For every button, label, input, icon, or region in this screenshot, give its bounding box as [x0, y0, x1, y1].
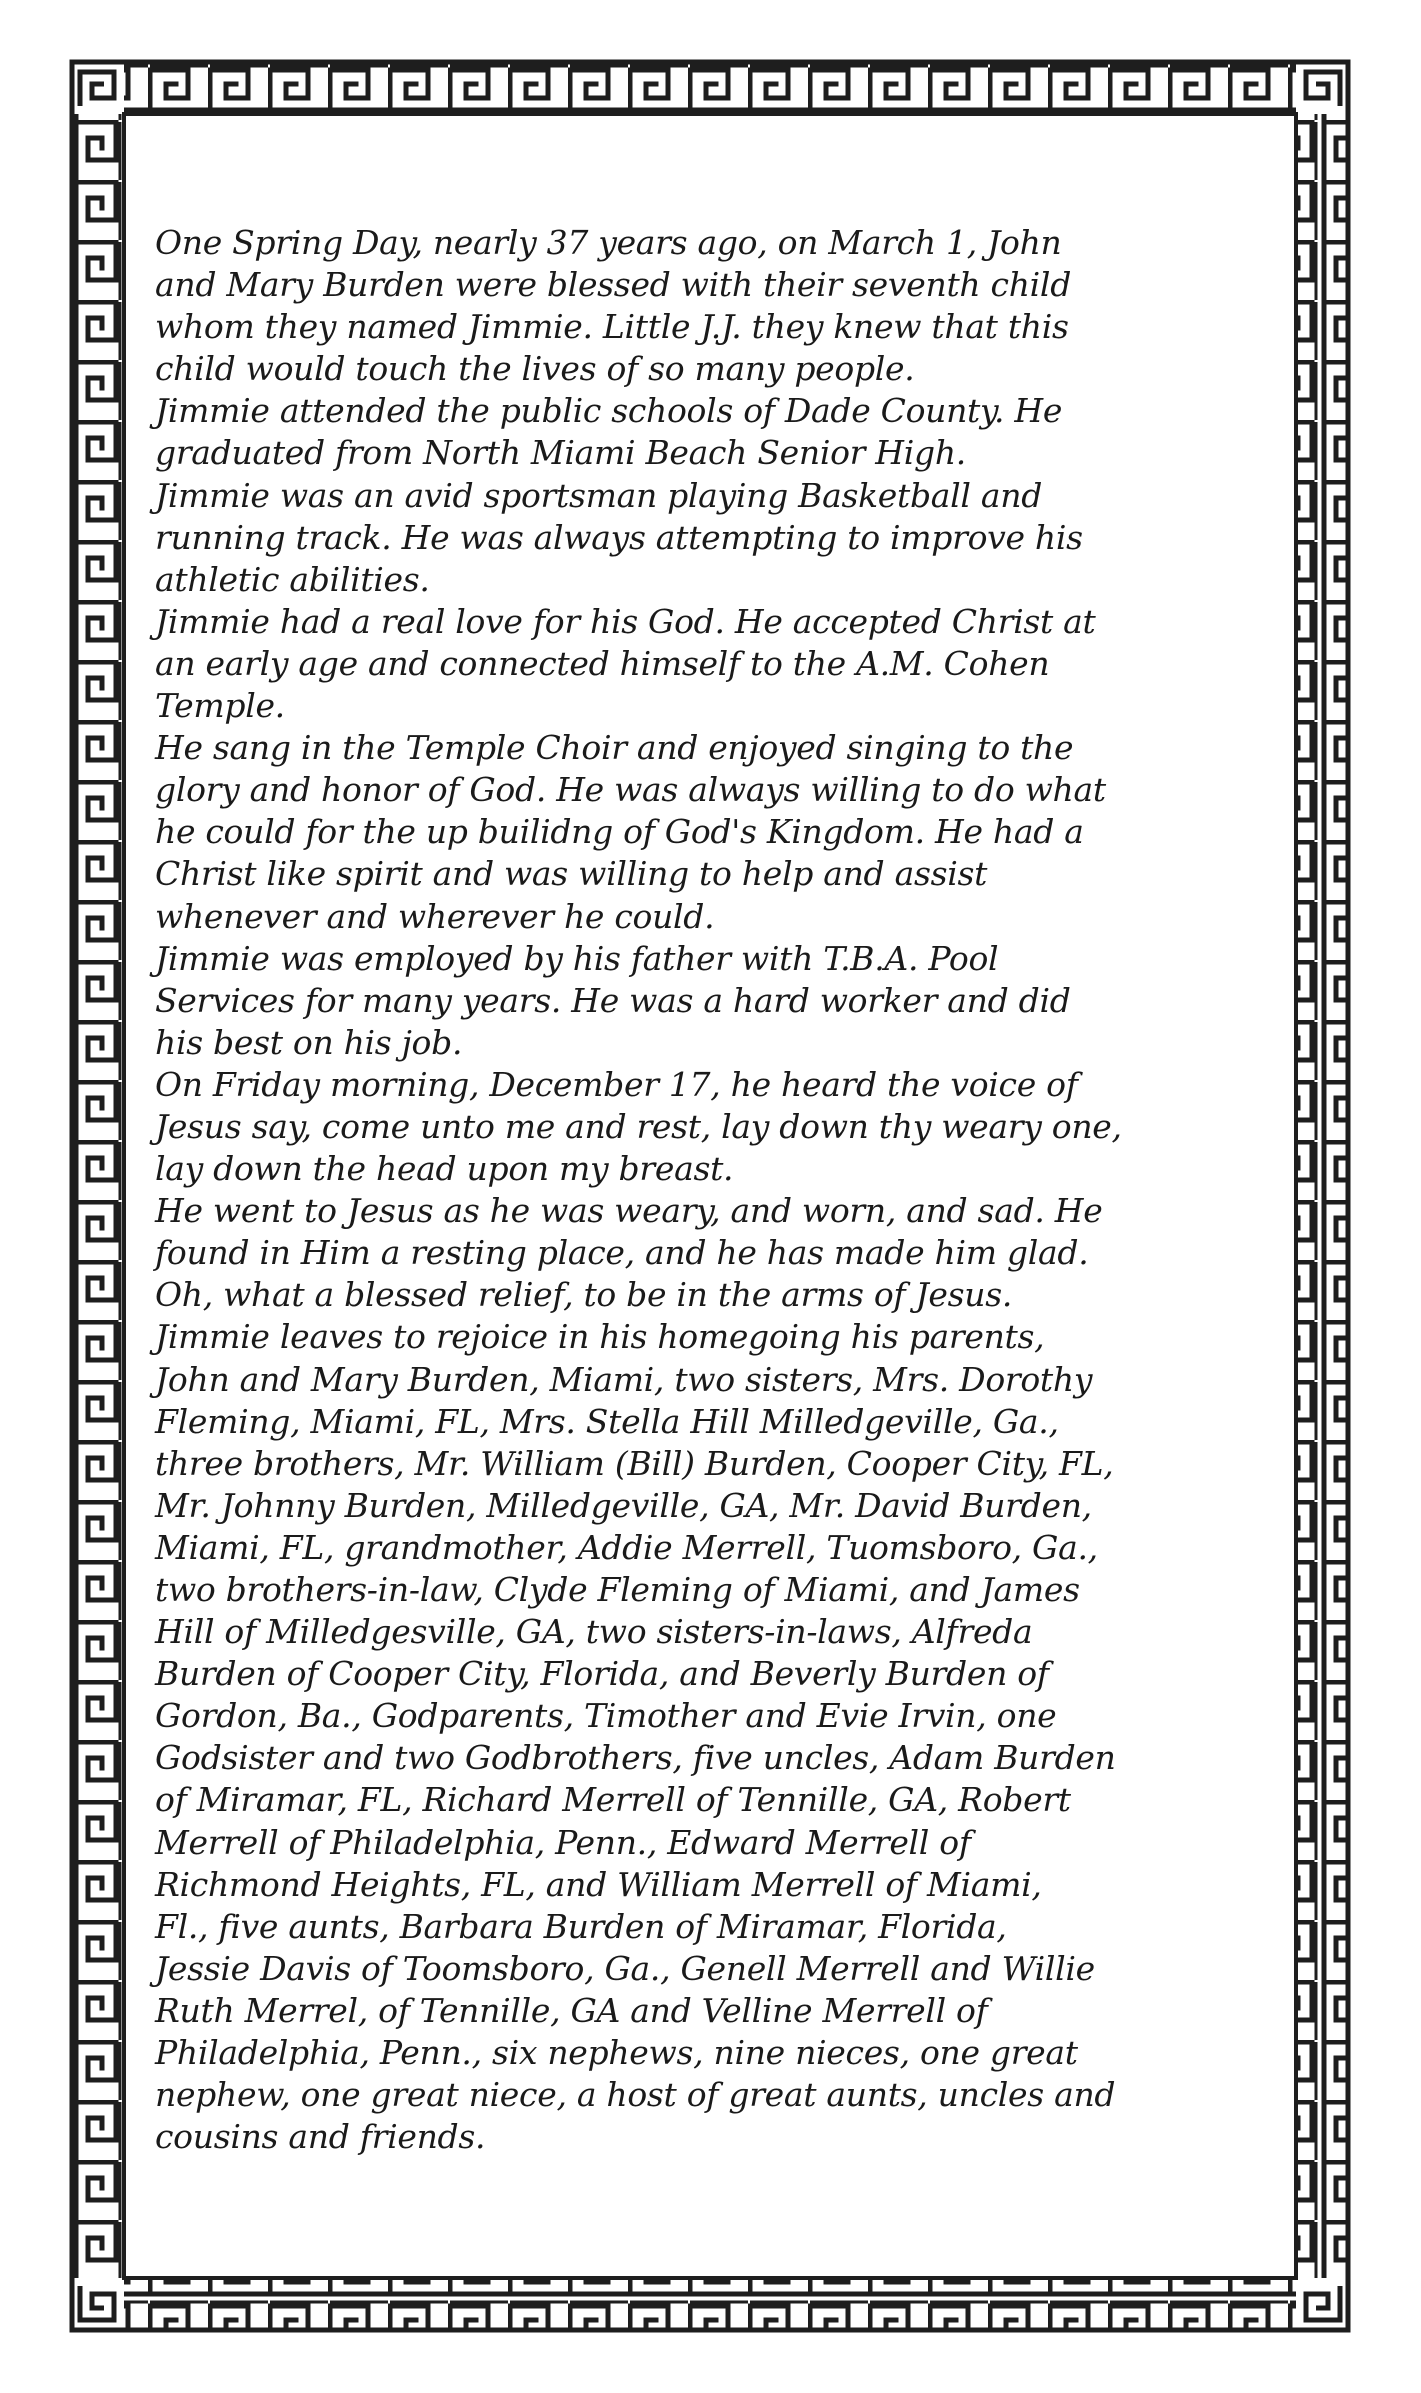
text-line: Jessie Davis of Toomsboro, Ga., Genell Merrell and Willie: [155, 1948, 1095, 1988]
text-line: He went to Jesus as he was weary, and worn, and sad. He: [155, 1191, 1103, 1231]
text-line: cousins and friends.: [155, 2117, 486, 2157]
text-line: graduated from North Miami Beach Senior High.: [155, 433, 967, 473]
text-line: Richmond Heights, FL, and William Merrell of Miami,: [155, 1864, 1042, 1904]
text-line: He sang in the Temple Choir and enjoyed singing to the: [155, 728, 1074, 768]
text-line: Jimmie attended the public schools of Dade County. He: [155, 391, 1063, 431]
text-line: Jimmie was an avid sportsman playing Basketball and: [155, 475, 1043, 515]
text-line: he could for the up builidng of God's Kingdom. He had a: [155, 812, 1084, 852]
text-line: Jesus say, come unto me and rest, lay down thy weary one,: [155, 1106, 1122, 1146]
text-line: nephew, one great niece, a host of great aunts, uncles and: [155, 2075, 1116, 2115]
text-line: John and Mary Burden, Miami, two sisters, Mrs. Dorothy: [155, 1359, 1093, 1399]
text-line: Mr. Johnny Burden, Milledgeville, GA, Mr. David Burden,: [155, 1485, 1092, 1525]
text-line: Fleming, Miami, FL, Mrs. Stella Hill Milledgeville, Ga.,: [155, 1401, 1059, 1441]
text-line: lay down the head upon my breast.: [155, 1149, 734, 1189]
text-line: Ruth Merrel, of Tennille, GA and Velline Merrell of: [155, 1990, 988, 2030]
text-line: and Mary Burden were blessed with their seventh child: [155, 265, 1072, 305]
text-line: Jimmie was employed by his father with T.B.A. Pool: [155, 938, 999, 978]
text-line: athletic abilities.: [155, 559, 430, 599]
text-line: whom they named Jimmie. Little J.J. they knew that this: [155, 307, 1069, 347]
text-line: his best on his job.: [155, 1022, 463, 1062]
text-line: Hill of Milledgesville, GA, two sisters-in-laws, Alfreda: [155, 1612, 1033, 1652]
text-line: Gordon, Ba., Godparents, Timother and Evie Irvin, one: [155, 1696, 1057, 1736]
text-line: Merrell of Philadelphia, Penn., Edward Merrell of: [155, 1822, 971, 1862]
text-line: Philadelphia, Penn., six nephews, nine nieces, one great: [155, 2033, 1078, 2073]
text-line: Jimmie leaves to rejoice in his homegoing his parents,: [155, 1317, 1045, 1357]
text-line: Burden of Cooper City, Florida, and Beverly Burden of: [155, 1654, 1049, 1694]
text-line: On Friday morning, December 17, he heard the voice of: [155, 1064, 1078, 1104]
text-line: Services for many years. He was a hard worker and did: [155, 980, 1071, 1020]
text-line: One Spring Day, nearly 37 years ago, on March 1, John: [155, 223, 1062, 262]
text-line: running track. He was always attempting to improve his: [155, 517, 1083, 557]
text-line: Miami, FL, grandmother, Addie Merrell, Tuomsboro, Ga.,: [155, 1527, 1098, 1567]
text-line: found in Him a resting place, and he has made him glad.: [155, 1233, 1089, 1273]
text-line: Christ like spirit and was willing to help and assist: [155, 854, 988, 894]
text-line: Fl., five aunts, Barbara Burden of Miramar, Florida,: [155, 1906, 1007, 1946]
text-line: glory and honor of God. He was always willing to do what: [155, 770, 1106, 810]
text-line: whenever and wherever he could.: [155, 896, 715, 936]
text-line: child would touch the lives of so many people.: [155, 349, 915, 389]
text-line: Temple.: [155, 686, 285, 726]
text-line: of Miramar, FL, Richard Merrell of Tennille, GA, Robert: [155, 1780, 1071, 1820]
text-line: Godsister and two Godbrothers, five uncles, Adam Burden: [155, 1738, 1116, 1778]
text-line: an early age and connected himself to the A.M. Cohen: [155, 643, 1050, 683]
text-line: Jimmie had a real love for his God. He accepted Christ at: [155, 601, 1096, 641]
text-line: two brothers-in-law, Clyde Fleming of Miami, and James: [155, 1570, 1080, 1609]
text-line: three brothers, Mr. William (Bill) Burden, Cooper City, FL,: [155, 1443, 1114, 1483]
obituary-text: [155, 222, 1275, 2158]
text-line: Oh, what a blessed relief, to be in the arms of Jesus.: [155, 1275, 1013, 1315]
